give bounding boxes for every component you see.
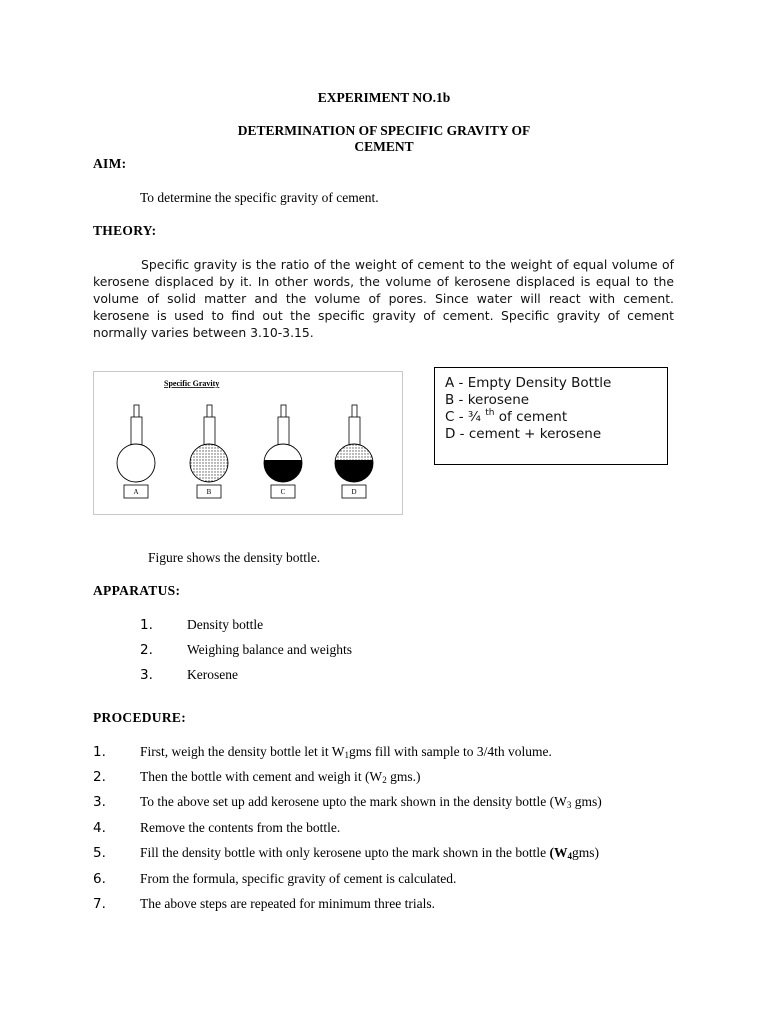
procedure-step: 1. First, weigh the density bottle let it $W_1gms$ fill with sample to 3/4th volume. <box>93 744 552 760</box>
experiment-subtitle-line1: DETERMINATION OF SPECIFIC GRAVITY OF <box>237 123 531 138</box>
bottle-a <box>117 405 155 482</box>
aim-text: To determine the specific gravity of cement. <box>140 190 379 205</box>
procedure-step: 2. Then the bottle with cement and weigh it ($W_2$ gms.) <box>93 769 421 785</box>
theory-heading: THEORY: <box>93 223 157 238</box>
bottle-c <box>262 405 304 484</box>
theory-paragraph: Specific gravity is the ratio of the weight of cement to the weight of equal volume of kerosene displaced by it. In other words, the volume of kerosene displaced is equal to the volume of solid matter and the volume of pores. Since water will react with cement. kerosene is used to find out the specific gravity of cement. Specific gravity of cement normally varies between 3.10-3.15. <box>93 257 674 341</box>
procedure-step: 3. To the above set up add kerosene upto the mark shown in the density bottle ($W_3$ gms) <box>93 794 602 810</box>
figure-label-c: C <box>280 488 286 496</box>
procedure-step: 6. From the formula, specific gravity of cement is calculated. <box>93 871 457 887</box>
legend-c: C - ¾ $^{th}$ of cement <box>445 408 568 425</box>
aim-heading: AIM: <box>93 156 127 171</box>
experiment-title: EXPERIMENT NO.1b <box>317 90 451 105</box>
procedure-step: 4. Remove the contents from the bottle. <box>93 820 341 836</box>
density-bottle-figure <box>93 371 403 515</box>
procedure-step: 7. The above steps are repeated for minimum three trials. <box>93 896 436 912</box>
legend-a: A - Empty Density Bottle <box>445 375 612 391</box>
density-bottle-diagram <box>94 372 402 514</box>
procedure-heading: PROCEDURE: <box>93 710 186 725</box>
bottle-b <box>190 405 228 482</box>
apparatus-heading: APPARATUS: <box>93 583 181 598</box>
figure-label-b: B <box>206 488 212 496</box>
figure-legend <box>434 367 668 465</box>
bottle-d <box>333 405 375 484</box>
procedure-step: 5. Fill the density bottle with only kerosene upto the mark shown in the bottle $(W_4gms)$ <box>93 845 599 861</box>
figure-caption: Figure shows the density bottle. <box>148 550 321 565</box>
figure-label-d: D <box>351 488 357 496</box>
figure-title: Specific Gravity <box>164 379 220 388</box>
figure-label-a: A <box>133 488 139 496</box>
legend-d: D - cement + kerosene <box>445 426 602 442</box>
experiment-subtitle-line2: CEMENT <box>354 139 414 154</box>
legend-b: B - kerosene <box>445 392 530 408</box>
